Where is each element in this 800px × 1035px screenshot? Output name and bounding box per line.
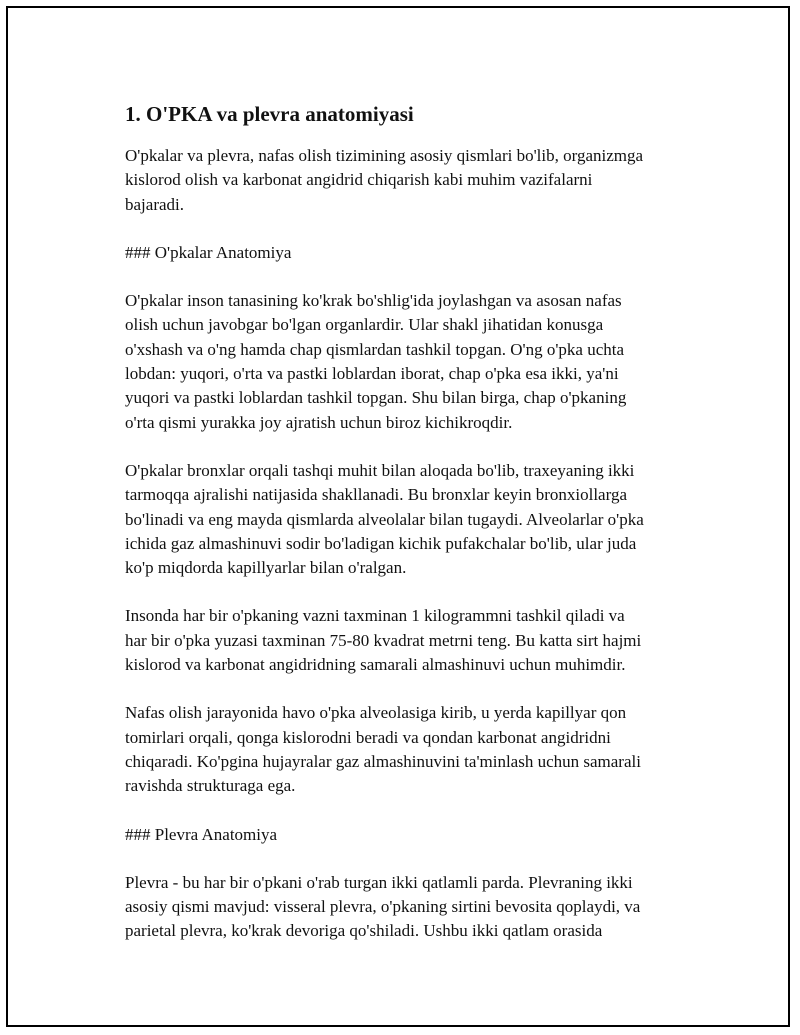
document-body bbox=[125, 100, 705, 968]
text-line: har bir o'pka yuzasi taxminan 75-80 kvadrat metrni teng. Bu katta sirt hajmi bbox=[125, 630, 642, 650]
text-line: kislorod va karbonat angidridning samarali almashinuvi uchun muhimdir. bbox=[125, 655, 626, 675]
lungs-paragraph-2 bbox=[125, 459, 705, 580]
intro-paragraph bbox=[125, 144, 705, 217]
text-line: O'pkalar bronxlar orqali tashqi muhit bilan aloqada bo'lib, traxeyaning ikki bbox=[125, 460, 635, 480]
text-line: o'rta qismi yurakka joy ajratish uchun biroz kichikroqdir. bbox=[125, 412, 513, 432]
text-line: parietal plevra, ko'krak devoriga qo'shiladi. Ushbu ikki qatlam orasida bbox=[125, 921, 603, 941]
text-line: chiqaradi. Ko'pgina hujayralar gaz almashinuvini ta'minlash uchun samarali bbox=[125, 751, 641, 771]
text-line: O'pkalar inson tanasining ko'krak bo'shlig'ida joylashgan va asosan nafas bbox=[125, 291, 622, 311]
page-frame bbox=[6, 6, 790, 1027]
text-line: tomirlari orqali, qonga kislorodni beradi va qondan karbonat angidridni bbox=[125, 727, 611, 747]
lungs-paragraph-3 bbox=[125, 604, 705, 677]
lungs-paragraph-4 bbox=[125, 701, 705, 798]
text-line: yuqori va pastki loblardan tashkil topgan. Shu bilan birga, chap o'pkaning bbox=[125, 388, 627, 408]
text-line: ko'p miqdorda kapillyarlar bilan o'ralgan. bbox=[125, 558, 407, 578]
text-line: lobdan: yuqori, o'rta va pastki loblardan iborat, chap o'pka esa ikki, ya'ni bbox=[125, 364, 619, 384]
text-line: Insonda har bir o'pkaning vazni taxminan 1 kilogrammni tashkil qiladi va bbox=[125, 606, 625, 626]
text-line: O'pkalar va plevra, nafas olish tizimining asosiy qismlari bo'lib, organizmga bbox=[125, 146, 644, 165]
document-title: 1. O'PKA va plevra anatomiyasi bbox=[125, 102, 414, 126]
text-line: o'xshash va o'ng hamda chap qismlardan tashkil topgan. O'ng o'pka uchta bbox=[125, 339, 625, 359]
text-line: Nafas olish jarayonida havo o'pka alveolasiga kirib, u yerda kapillyar qon bbox=[125, 703, 627, 723]
text-line: ravishda strukturaga ega. bbox=[125, 776, 296, 796]
text-line: ichida gaz almashinuvi sodir bo'ladigan kichik pufakchalar bo'lib, ular juda bbox=[125, 533, 637, 553]
text-line: kislorod olish va karbonat angidrid chiqarish kabi muhim vazifalarni bbox=[125, 170, 593, 190]
text-line: Plevra - bu har bir o'pkani o'rab turgan ikki qatlamli parda. Plevraning ikki bbox=[125, 872, 633, 892]
lungs-paragraph-1 bbox=[125, 289, 705, 435]
text-line: asosiy qismi mavjud: visseral plevra, o'pkaning sirtini bevosita qoplaydi, va bbox=[125, 897, 641, 917]
text-line: bo'linadi va eng mayda qismlarda alveolalar bilan tugaydi. Alveolarlar o'pka bbox=[125, 509, 644, 529]
text-line: olish uchun javobgar bo'lgan organlardir. Ular shakl jihatidan konusga bbox=[125, 315, 604, 335]
text-line: bajaradi. bbox=[125, 194, 184, 214]
section-heading-pleura: ### Plevra Anatomiya bbox=[125, 824, 278, 844]
pleura-paragraph-1 bbox=[125, 871, 705, 944]
section-heading-lungs: ### O'pkalar Anatomiya bbox=[125, 242, 292, 262]
text-line: tarmoqqa ajralishi natijasida shakllanadi. Bu bronxlar keyin bronxiollarga bbox=[125, 485, 627, 505]
